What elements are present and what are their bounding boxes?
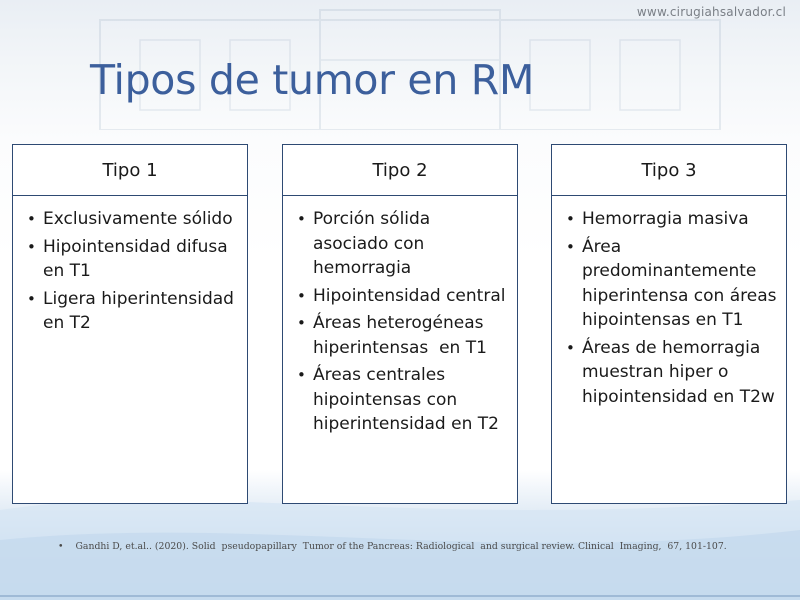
list-item <box>297 311 509 360</box>
list-item <box>297 207 509 281</box>
list-item <box>27 287 239 336</box>
list-item-text: Exclusivamente sólido <box>43 209 233 229</box>
list-item-text: Áreas heterogéneas hiperintensas en T1 <box>313 313 489 358</box>
list-item-text: Porción sólida asociado con hemorragia <box>313 209 431 278</box>
bullet-icon: • <box>566 338 575 357</box>
list-item-text: Hipointensidad central <box>313 285 506 306</box>
tipo-3-column <box>551 144 787 504</box>
column-list <box>552 196 786 409</box>
list-item-text: Áreas de hemorragia muestran hiper o hipointensidad en T2w <box>582 337 775 407</box>
list-item <box>27 207 239 232</box>
page-title: Tipos de tumor en RM <box>90 56 535 104</box>
bullet-icon: • <box>297 210 306 228</box>
bullet-icon: • <box>58 541 64 552</box>
column-list <box>13 196 247 336</box>
list-item-text: Hipointensidad difusa en T1 <box>43 236 228 281</box>
bullet-icon: • <box>27 237 36 256</box>
column-header: Tipo 1 <box>13 145 247 196</box>
list-item-text: Ligera hiperintensidad en T2 <box>43 288 234 333</box>
list-item-text: Áreas centrales hipointensas con hiperintensidad en T2 <box>313 365 499 434</box>
list-item-text: Hemorragia masiva <box>582 209 749 229</box>
bullet-icon: • <box>566 237 575 256</box>
column-list <box>283 196 517 437</box>
list-item <box>566 207 778 232</box>
bullet-icon: • <box>566 210 575 228</box>
bullet-icon: • <box>297 366 306 384</box>
list-item-text: Área predominantemente hiperintensa con áreas hipointensas en T1 <box>582 236 777 330</box>
bullet-icon: • <box>27 210 36 228</box>
bullet-icon: • <box>297 286 306 305</box>
bullet-icon: • <box>297 314 306 332</box>
list-item <box>566 336 778 410</box>
column-header: Tipo 3 <box>552 145 786 196</box>
list-item <box>297 284 509 309</box>
site-url: www.cirugiahsalvador.cl <box>636 5 786 19</box>
list-item <box>566 235 778 333</box>
column-header: Tipo 2 <box>283 145 517 196</box>
list-item <box>297 363 509 437</box>
reference-text: Gandhi D, et.al.. (2020). Solid pseudopapillary Tumor of the Pancreas: Radiological and surgical review. Clinical Imaging, 67, 101-107. <box>75 541 727 552</box>
bullet-icon: • <box>27 289 36 308</box>
tipo-1-column <box>12 144 248 504</box>
tipo-2-column <box>282 144 518 504</box>
reference-citation <box>58 541 727 552</box>
list-item <box>27 235 239 284</box>
